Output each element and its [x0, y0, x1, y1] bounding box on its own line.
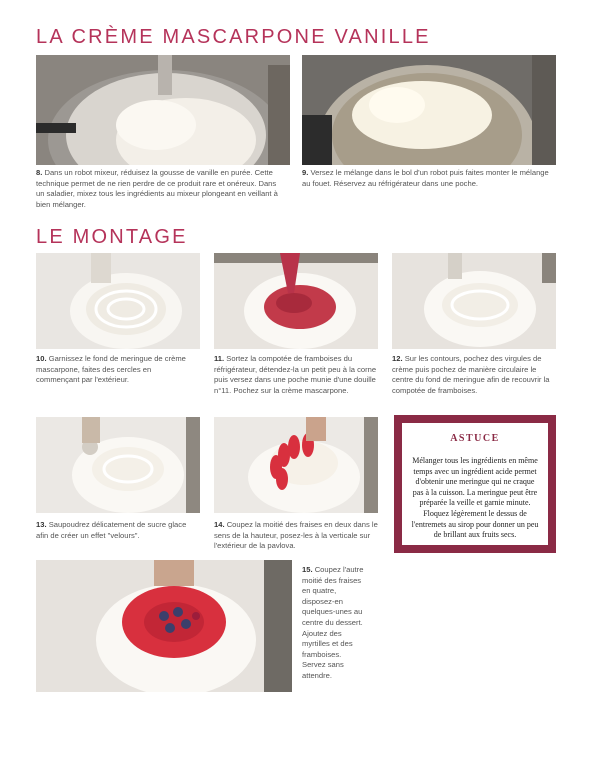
caption-step-8	[36, 168, 284, 210]
astuce-box	[394, 415, 556, 553]
step-number: 12.	[392, 354, 403, 363]
caption-step-10	[36, 354, 196, 386]
photo-step-10	[36, 253, 200, 349]
section-title-montage: LE MONTAGE	[36, 226, 188, 248]
step-text: Versez le mélange dans le bol d'un robot puis faites monter le mélange au fouet. Réservez au réfrigérateur dans une poche.	[302, 168, 549, 188]
caption-step-11	[214, 354, 378, 396]
step-text: Coupez l'autre moitié des fraises en quatre, disposez-en quelques-unes au centre du dessert. Ajoutez des myrtilles et des framboises. Servez sans attendre.	[302, 565, 364, 680]
step-text: Sortez la compotée de framboises du réfrigérateur, détendez-la un petit peu à la corne puis versez dans une poche munie d'une douille n°11. Pochez sur la crème mascarpone.	[214, 354, 377, 395]
step-number: 15.	[302, 565, 313, 574]
photo-step-9	[302, 55, 556, 165]
step-text: Sur les contours, pochez des virgules de crème puis pochez de manière circulaire le centre du fond de meringue afin de recouvrir la compotée de framboises.	[392, 354, 550, 395]
step-text: Saupoudrez délicatement de sucre glace afin de créer un effet "velours".	[36, 520, 187, 540]
section-title-cream: LA CRÈME MASCARPONE VANILLE	[36, 26, 431, 48]
step-text: Coupez la moitié des fraises en deux dans le sens de la hauteur, posez-les à la verticale sur l'extérieur de la pavlova.	[214, 520, 378, 551]
step-number: 10.	[36, 354, 47, 363]
astuce-title: ASTUCE	[450, 433, 500, 444]
caption-step-15	[302, 565, 364, 682]
step-number: 13.	[36, 520, 47, 529]
caption-step-12	[392, 354, 556, 396]
step-text: Garnissez le fond de meringue de crème mascarpone, faites des cercles en commençant par l'extérieur.	[36, 354, 186, 385]
caption-step-13	[36, 520, 200, 541]
photo-step-14	[214, 417, 378, 513]
photo-step-12	[392, 253, 556, 349]
step-number: 14.	[214, 520, 225, 529]
photo-step-13	[36, 417, 200, 513]
step-text: Dans un robot mixeur, réduisez la gousse de vanille en purée. Cette technique permet de ne rien perdre de ce produit rare et onéreux. Dans un saladier, mixez tous les ingrédients au mixeur plongeant en veillant à bien mélanger.	[36, 168, 278, 209]
step-number: 8.	[36, 168, 43, 177]
step-number: 11.	[214, 354, 225, 363]
caption-step-9	[302, 168, 556, 189]
photo-step-8	[36, 55, 290, 165]
astuce-inner	[402, 423, 548, 545]
photo-step-11	[214, 253, 378, 349]
caption-step-14	[214, 520, 378, 552]
photo-step-15	[36, 560, 292, 692]
step-number: 9.	[302, 168, 309, 177]
astuce-text: Mélanger tous les ingrédients en même temps avec un ingrédient acide permet d'obtenir une meringue qui ne craque pas à la cuisson. La meringue peut être préparée la veille et garnie minute. Floquez légèrement le dessus de l'entremets au sirop pour donner un peu de brillant aux fruits secs.	[411, 456, 539, 540]
